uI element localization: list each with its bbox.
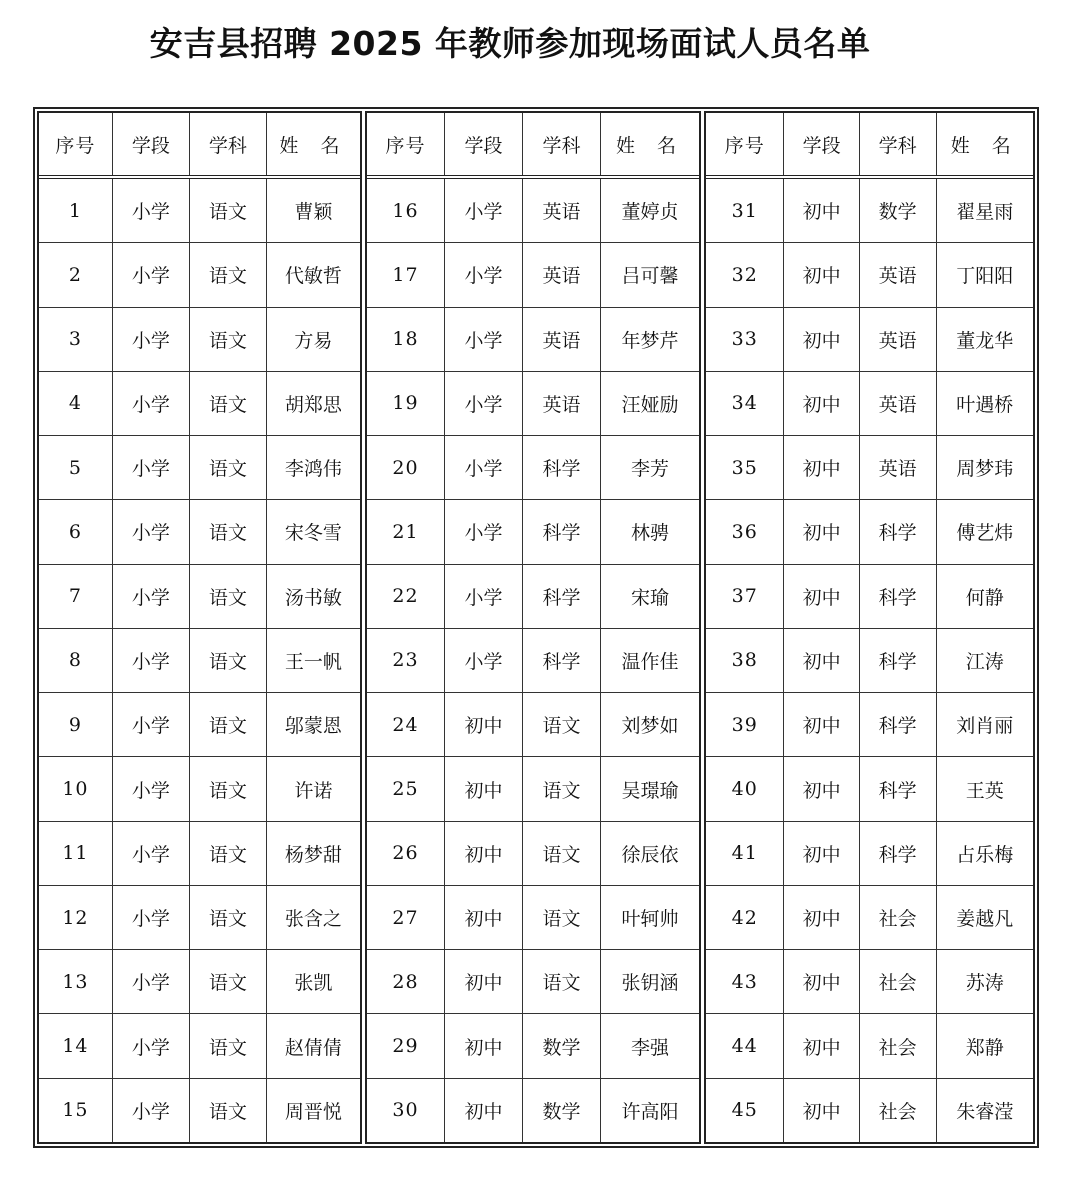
- cell-subject: 数学: [860, 179, 937, 242]
- cell-subject: 英语: [860, 436, 937, 499]
- cell-name: 周晋悦: [284, 1100, 342, 1123]
- header-name: 姓 名: [279, 134, 348, 157]
- table-row: [367, 950, 699, 1014]
- cell-level: 初中: [784, 308, 859, 371]
- cell-seq: 5: [39, 436, 113, 499]
- cell-level: 初中: [784, 1079, 859, 1142]
- cell-name: 姜越凡: [956, 908, 1014, 931]
- cell-name: 徐辰依: [621, 843, 679, 866]
- candidate-table: [33, 107, 1039, 1148]
- cell-name: 苏涛: [965, 972, 1004, 995]
- cell-seq: 39: [706, 693, 784, 756]
- table-row: [39, 693, 360, 757]
- cell-name: 翟星雨: [956, 201, 1014, 224]
- header-seq: 序号: [706, 113, 784, 175]
- cell-level: 初中: [784, 243, 859, 306]
- cell-seq: 2: [39, 243, 113, 306]
- cell-seq: 34: [706, 372, 784, 435]
- table-row: [39, 500, 360, 564]
- header-subject: 学科: [523, 113, 601, 175]
- page-title: 安吉县招聘 2025 年教师参加现场面试人员名单: [149, 24, 871, 63]
- cell-level: 小学: [113, 500, 190, 563]
- table-row: [39, 757, 360, 821]
- cell-name: 张钥涵: [621, 972, 679, 995]
- cell-name: 胡郑思: [284, 393, 342, 416]
- cell-subject: 科学: [860, 693, 937, 756]
- table-row: [706, 693, 1033, 757]
- cell-subject: 语文: [190, 757, 267, 820]
- table-row: [706, 308, 1033, 372]
- header-subject: 学科: [190, 113, 267, 175]
- cell-seq: 38: [706, 629, 784, 692]
- cell-seq: 4: [39, 372, 113, 435]
- cell-seq: 12: [39, 886, 113, 949]
- cell-subject: 语文: [190, 243, 267, 306]
- cell-subject: 语文: [190, 436, 267, 499]
- cell-name: 曹颖: [294, 201, 333, 224]
- cell-seq: 17: [367, 243, 445, 306]
- cell-subject: 语文: [523, 950, 601, 1013]
- cell-subject: 社会: [860, 1079, 937, 1142]
- cell-seq: 10: [39, 757, 113, 820]
- cell-seq: 3: [39, 308, 113, 371]
- cell-subject: 科学: [860, 500, 937, 563]
- cell-level: 小学: [113, 629, 190, 692]
- cell-subject: 语文: [523, 822, 601, 885]
- cell-subject: 英语: [860, 372, 937, 435]
- cell-seq: 40: [706, 757, 784, 820]
- cell-seq: 14: [39, 1014, 113, 1077]
- cell-level: 小学: [113, 886, 190, 949]
- table-row: [367, 500, 699, 564]
- cell-subject: 语文: [190, 565, 267, 628]
- table-row: [39, 179, 360, 243]
- cell-level: 初中: [445, 693, 523, 756]
- table-row: [367, 1079, 699, 1142]
- cell-seq: 44: [706, 1014, 784, 1077]
- table-row: [706, 757, 1033, 821]
- cell-subject: 语文: [190, 179, 267, 242]
- cell-name: 年梦芹: [621, 329, 679, 352]
- cell-name: 杨梦甜: [284, 843, 342, 866]
- cell-name: 方易: [294, 329, 333, 352]
- cell-level: 初中: [784, 1014, 859, 1077]
- cell-name: 林骋: [631, 522, 670, 545]
- cell-name: 董婷贞: [621, 201, 679, 224]
- cell-subject: 英语: [523, 308, 601, 371]
- cell-name: 宋瑜: [631, 586, 670, 609]
- table-row: [706, 436, 1033, 500]
- cell-level: 初中: [784, 886, 859, 949]
- cell-seq: 36: [706, 500, 784, 563]
- table-row: [367, 693, 699, 757]
- table-row: [39, 243, 360, 307]
- cell-name: 代敏哲: [284, 265, 342, 288]
- cell-subject: 科学: [860, 822, 937, 885]
- table-row: [367, 436, 699, 500]
- table-row: [706, 1014, 1033, 1078]
- table-header-row: [39, 113, 360, 179]
- cell-level: 小学: [113, 950, 190, 1013]
- table-row: [706, 565, 1033, 629]
- cell-subject: 科学: [523, 629, 601, 692]
- cell-seq: 35: [706, 436, 784, 499]
- cell-subject: 语文: [190, 629, 267, 692]
- cell-seq: 11: [39, 822, 113, 885]
- table-row: [367, 757, 699, 821]
- cell-subject: 语文: [190, 950, 267, 1013]
- cell-seq: 15: [39, 1079, 113, 1142]
- table-row: [706, 886, 1033, 950]
- table-header-row: [706, 113, 1033, 179]
- cell-subject: 语文: [190, 822, 267, 885]
- table-row: [39, 372, 360, 436]
- cell-seq: 13: [39, 950, 113, 1013]
- cell-subject: 数学: [523, 1079, 601, 1142]
- cell-subject: 科学: [860, 629, 937, 692]
- cell-name: 郑静: [965, 1036, 1004, 1059]
- cell-subject: 科学: [860, 757, 937, 820]
- cell-seq: 21: [367, 500, 445, 563]
- cell-seq: 45: [706, 1079, 784, 1142]
- cell-level: 初中: [784, 822, 859, 885]
- cell-level: 小学: [113, 436, 190, 499]
- cell-name: 董龙华: [956, 329, 1014, 352]
- cell-subject: 社会: [860, 950, 937, 1013]
- cell-seq: 19: [367, 372, 445, 435]
- cell-level: 小学: [445, 179, 523, 242]
- cell-seq: 16: [367, 179, 445, 242]
- table-row: [39, 629, 360, 693]
- cell-subject: 社会: [860, 1014, 937, 1077]
- cell-level: 初中: [784, 372, 859, 435]
- table-row: [367, 372, 699, 436]
- cell-level: 初中: [445, 950, 523, 1013]
- cell-level: 小学: [113, 1079, 190, 1142]
- cell-seq: 8: [39, 629, 113, 692]
- cell-seq: 18: [367, 308, 445, 371]
- cell-level: 小学: [113, 1014, 190, 1077]
- cell-level: 小学: [113, 822, 190, 885]
- cell-level: 小学: [445, 436, 523, 499]
- cell-seq: 25: [367, 757, 445, 820]
- table-row: [367, 179, 699, 243]
- table-row: [706, 822, 1033, 886]
- cell-seq: 43: [706, 950, 784, 1013]
- cell-subject: 英语: [523, 179, 601, 242]
- cell-name: 许高阳: [621, 1100, 679, 1123]
- cell-level: 初中: [784, 693, 859, 756]
- cell-subject: 科学: [523, 565, 601, 628]
- cell-subject: 语文: [190, 1079, 267, 1142]
- cell-level: 初中: [784, 950, 859, 1013]
- cell-seq: 1: [39, 179, 113, 242]
- table-row: [706, 629, 1033, 693]
- cell-subject: 语文: [523, 757, 601, 820]
- cell-seq: 32: [706, 243, 784, 306]
- header-seq: 序号: [39, 113, 113, 175]
- cell-level: 初中: [445, 822, 523, 885]
- header-level: 学段: [113, 113, 190, 175]
- header-name: 姓 名: [616, 134, 685, 157]
- cell-subject: 英语: [523, 372, 601, 435]
- cell-subject: 英语: [523, 243, 601, 306]
- header-level: 学段: [445, 113, 523, 175]
- cell-level: 小学: [113, 179, 190, 242]
- cell-level: 初中: [445, 886, 523, 949]
- cell-seq: 27: [367, 886, 445, 949]
- cell-seq: 9: [39, 693, 113, 756]
- table-row: [39, 1079, 360, 1142]
- cell-subject: 语文: [190, 693, 267, 756]
- table-block-2: [365, 111, 701, 1144]
- cell-level: 初中: [784, 629, 859, 692]
- cell-name: 李芳: [631, 458, 670, 481]
- cell-name: 刘肖丽: [956, 715, 1014, 738]
- cell-name: 江涛: [965, 650, 1004, 673]
- cell-name: 傅艺炜: [956, 522, 1014, 545]
- cell-name: 邬蒙恩: [284, 715, 342, 738]
- cell-subject: 语文: [190, 500, 267, 563]
- cell-level: 小学: [445, 500, 523, 563]
- table-row: [706, 372, 1033, 436]
- header-subject: 学科: [860, 113, 937, 175]
- header-seq: 序号: [367, 113, 445, 175]
- cell-name: 吴璟瑜: [621, 779, 679, 802]
- table-row: [39, 1014, 360, 1078]
- table-row: [706, 179, 1033, 243]
- cell-seq: 20: [367, 436, 445, 499]
- cell-subject: 语文: [523, 693, 601, 756]
- table-row: [39, 308, 360, 372]
- cell-subject: 科学: [523, 500, 601, 563]
- cell-name: 王一帆: [284, 650, 342, 673]
- cell-subject: 语文: [190, 1014, 267, 1077]
- cell-name: 吕可馨: [621, 265, 679, 288]
- table-row: [39, 565, 360, 629]
- cell-name: 温作佳: [621, 650, 679, 673]
- cell-name: 刘梦如: [621, 715, 679, 738]
- cell-level: 小学: [445, 372, 523, 435]
- cell-name: 周梦玮: [956, 458, 1014, 481]
- cell-seq: 6: [39, 500, 113, 563]
- table-row: [39, 886, 360, 950]
- cell-subject: 社会: [860, 886, 937, 949]
- cell-name: 叶遇桥: [956, 393, 1014, 416]
- cell-level: 小学: [113, 757, 190, 820]
- cell-level: 初中: [784, 179, 859, 242]
- cell-subject: 英语: [860, 243, 937, 306]
- table-row: [367, 308, 699, 372]
- table-row: [39, 822, 360, 886]
- cell-level: 初中: [445, 1079, 523, 1142]
- cell-level: 初中: [445, 757, 523, 820]
- table-row: [706, 500, 1033, 564]
- table-row: [39, 436, 360, 500]
- cell-subject: 语文: [190, 886, 267, 949]
- table-row: [367, 243, 699, 307]
- cell-subject: 数学: [523, 1014, 601, 1077]
- cell-seq: 37: [706, 565, 784, 628]
- cell-level: 初中: [784, 565, 859, 628]
- cell-name: 丁阳阳: [956, 265, 1014, 288]
- cell-name: 赵倩倩: [284, 1036, 342, 1059]
- cell-level: 小学: [113, 565, 190, 628]
- cell-name: 许诺: [294, 779, 333, 802]
- cell-name: 朱睿滢: [956, 1100, 1014, 1123]
- table-header-row: [367, 113, 699, 179]
- cell-level: 小学: [445, 565, 523, 628]
- table-row: [367, 822, 699, 886]
- cell-subject: 科学: [860, 565, 937, 628]
- cell-seq: 42: [706, 886, 784, 949]
- cell-seq: 33: [706, 308, 784, 371]
- table-row: [706, 243, 1033, 307]
- cell-level: 小学: [445, 308, 523, 371]
- table-row: [39, 950, 360, 1014]
- cell-name: 张凯: [294, 972, 333, 995]
- header-level: 学段: [784, 113, 859, 175]
- cell-name: 王英: [965, 779, 1004, 802]
- cell-name: 宋冬雪: [284, 522, 342, 545]
- cell-seq: 24: [367, 693, 445, 756]
- cell-seq: 7: [39, 565, 113, 628]
- cell-subject: 语文: [523, 886, 601, 949]
- cell-level: 初中: [445, 1014, 523, 1077]
- cell-seq: 41: [706, 822, 784, 885]
- cell-name: 叶轲帅: [621, 908, 679, 931]
- cell-level: 小学: [113, 243, 190, 306]
- table-block-3: [704, 111, 1035, 1144]
- cell-name: 李强: [631, 1036, 670, 1059]
- cell-seq: 31: [706, 179, 784, 242]
- cell-seq: 22: [367, 565, 445, 628]
- cell-subject: 英语: [860, 308, 937, 371]
- cell-name: 李鸿伟: [284, 458, 342, 481]
- cell-subject: 语文: [190, 372, 267, 435]
- cell-level: 小学: [445, 629, 523, 692]
- cell-seq: 29: [367, 1014, 445, 1077]
- cell-level: 初中: [784, 436, 859, 499]
- table-row: [367, 565, 699, 629]
- table-row: [367, 1014, 699, 1078]
- cell-subject: 语文: [190, 308, 267, 371]
- table-row: [367, 629, 699, 693]
- cell-level: 小学: [113, 308, 190, 371]
- cell-seq: 28: [367, 950, 445, 1013]
- cell-level: 小学: [113, 372, 190, 435]
- cell-name: 占乐梅: [956, 843, 1014, 866]
- cell-name: 张含之: [284, 908, 342, 931]
- cell-name: 何静: [965, 586, 1004, 609]
- table-block-1: [37, 111, 362, 1144]
- cell-seq: 23: [367, 629, 445, 692]
- cell-subject: 科学: [523, 436, 601, 499]
- cell-seq: 30: [367, 1079, 445, 1142]
- cell-seq: 26: [367, 822, 445, 885]
- cell-level: 初中: [784, 500, 859, 563]
- cell-level: 初中: [784, 757, 859, 820]
- table-row: [367, 886, 699, 950]
- table-row: [706, 1079, 1033, 1142]
- cell-name: 汤书敏: [284, 586, 342, 609]
- cell-level: 小学: [445, 243, 523, 306]
- cell-name: 汪娅励: [621, 393, 679, 416]
- header-name: 姓 名: [950, 134, 1019, 157]
- table-row: [706, 950, 1033, 1014]
- cell-level: 小学: [113, 693, 190, 756]
